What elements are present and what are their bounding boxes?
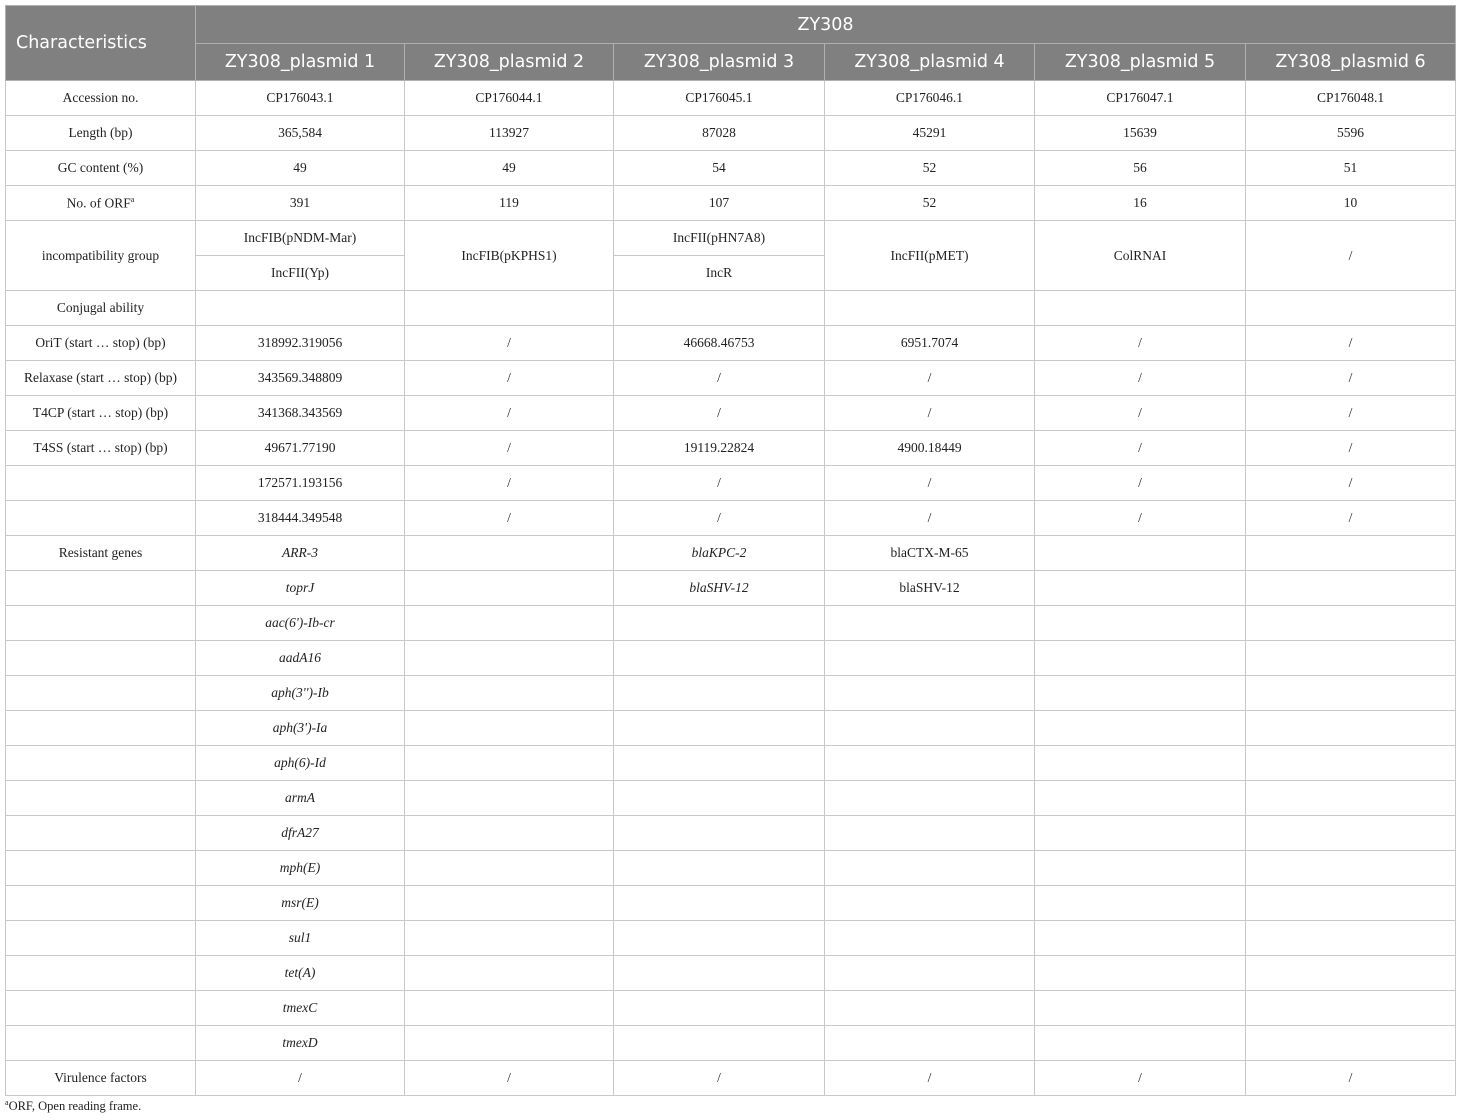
table-row-resistant: [6, 711, 1456, 746]
table-cell: /: [825, 466, 1035, 501]
table-cell: [1035, 711, 1246, 746]
table-row-resistant: [6, 676, 1456, 711]
row-label: [6, 746, 196, 781]
table-cell: [1246, 641, 1456, 676]
table-cell: 49671.77190: [196, 431, 405, 466]
table-cell: 49: [196, 151, 405, 186]
gene-cell: armA: [196, 781, 405, 816]
strain-group-header: ZY308: [196, 6, 1456, 44]
table-cell: [1246, 536, 1456, 571]
table-footnote: [5, 1098, 141, 1114]
table-cell: ColRNAI: [1035, 221, 1246, 291]
table-cell: 391: [196, 186, 405, 221]
table-cell: /: [614, 501, 825, 536]
row-label: [6, 921, 196, 956]
row-label: [6, 886, 196, 921]
table-cell: [1035, 886, 1246, 921]
table-cell: [405, 781, 614, 816]
table-cell: [614, 746, 825, 781]
table-cell: [1246, 816, 1456, 851]
table-cell: [614, 956, 825, 991]
table-cell: /: [1246, 431, 1456, 466]
table-cell: /: [405, 361, 614, 396]
table-cell: /: [1035, 1061, 1246, 1096]
table-cell: [1246, 781, 1456, 816]
table-cell: [1246, 606, 1456, 641]
table-cell: [825, 711, 1035, 746]
table-cell: CP176043.1: [196, 81, 405, 116]
table-cell: /: [614, 1061, 825, 1096]
gene-cell: aph(6)-Id: [196, 746, 405, 781]
table-cell: [1246, 1026, 1456, 1061]
table-cell: /: [405, 1061, 614, 1096]
table-cell: [1246, 676, 1456, 711]
row-label: [6, 606, 196, 641]
gene-cell: blaKPC-2: [614, 536, 825, 571]
table-cell: /: [1246, 326, 1456, 361]
table-row-resistant: [6, 781, 1456, 816]
row-label: Resistant genes: [6, 536, 196, 571]
row-label: [6, 466, 196, 501]
table-cell: [614, 851, 825, 886]
table-cell: IncFIB(pKPHS1): [405, 221, 614, 291]
table-cell: [614, 921, 825, 956]
row-label: [6, 186, 196, 221]
table-cell: IncFII(Yp): [196, 256, 405, 291]
table-row-resistant: [6, 991, 1456, 1026]
table-cell: /: [614, 361, 825, 396]
table-cell: [825, 816, 1035, 851]
table-row-orf: [6, 186, 1456, 221]
table-cell: 46668.46753: [614, 326, 825, 361]
gene-cell: blaCTX-M-65: [825, 536, 1035, 571]
table-cell: /: [614, 396, 825, 431]
table-row-orit: [6, 326, 1456, 361]
table-cell: [1035, 991, 1246, 1026]
table-cell: [1035, 676, 1246, 711]
table-cell: [405, 851, 614, 886]
table-cell: /: [405, 326, 614, 361]
table-row-resistant: [6, 851, 1456, 886]
table-row-t4cp: [6, 396, 1456, 431]
table-cell: [405, 816, 614, 851]
gene-cell: aph(3')-Ia: [196, 711, 405, 746]
table-row-resistant: [6, 886, 1456, 921]
table-cell: [1246, 746, 1456, 781]
gene-cell: msr(E): [196, 886, 405, 921]
table-cell: 318444.349548: [196, 501, 405, 536]
table-cell: 113927: [405, 116, 614, 151]
table-cell: /: [405, 466, 614, 501]
table-cell: [1035, 291, 1246, 326]
row-label: Conjugal ability: [6, 291, 196, 326]
table-cell: [405, 991, 614, 1026]
table-row-resistant: [6, 816, 1456, 851]
table-cell: [614, 676, 825, 711]
table-cell: /: [1246, 501, 1456, 536]
table-cell: [405, 291, 614, 326]
table-cell: /: [1246, 221, 1456, 291]
table-cell: /: [1246, 361, 1456, 396]
table-row-conjugal: [6, 291, 1456, 326]
gene-cell: tet(A): [196, 956, 405, 991]
gene-cell: tmexC: [196, 991, 405, 1026]
row-label: GC content (%): [6, 151, 196, 186]
table-cell: [1035, 536, 1246, 571]
table-cell: 87028: [614, 116, 825, 151]
table-cell: [614, 816, 825, 851]
table-cell: [196, 291, 405, 326]
table-row-t4ss-2: [6, 466, 1456, 501]
table-cell: /: [1035, 396, 1246, 431]
row-label: OriT (start … stop) (bp): [6, 326, 196, 361]
table-cell: /: [405, 501, 614, 536]
plasmid-5-header: ZY308_plasmid 5: [1035, 44, 1246, 81]
row-label: [6, 956, 196, 991]
table-cell: /: [1035, 326, 1246, 361]
table-cell: [405, 746, 614, 781]
table-cell: IncFIB(pNDM-Mar): [196, 221, 405, 256]
row-label: [6, 501, 196, 536]
table-cell: IncFII(pMET): [825, 221, 1035, 291]
table-cell: 56: [1035, 151, 1246, 186]
table-cell: /: [825, 501, 1035, 536]
table-cell: [825, 606, 1035, 641]
table-cell: [405, 571, 614, 606]
row-label: [6, 641, 196, 676]
row-label: [6, 1026, 196, 1061]
table-cell: [825, 956, 1035, 991]
characteristics-header: Characteristics: [6, 6, 196, 81]
table-row-relaxase: [6, 361, 1456, 396]
table-cell: 54: [614, 151, 825, 186]
table-cell: /: [196, 1061, 405, 1096]
gene-cell: toprJ: [196, 571, 405, 606]
table-cell: [1035, 1026, 1246, 1061]
gene-cell: tmexD: [196, 1026, 405, 1061]
table-row-resistant: [6, 921, 1456, 956]
table-row-resistant: [6, 536, 1456, 571]
table-cell: /: [405, 431, 614, 466]
table-cell: [405, 921, 614, 956]
table-cell: [825, 746, 1035, 781]
table-cell: [1035, 746, 1246, 781]
table-cell: [405, 536, 614, 571]
table-cell: [614, 781, 825, 816]
table-cell: 4900.18449: [825, 431, 1035, 466]
table-cell: [825, 781, 1035, 816]
row-label: [6, 571, 196, 606]
table-cell: [405, 886, 614, 921]
table-cell: [405, 956, 614, 991]
plasmid-2-header: ZY308_plasmid 2: [405, 44, 614, 81]
gene-cell: dfrA27: [196, 816, 405, 851]
table-row-resistant: [6, 1026, 1456, 1061]
table-cell: [614, 641, 825, 676]
table-cell: [825, 641, 1035, 676]
table-cell: CP176044.1: [405, 81, 614, 116]
row-label: Virulence factors: [6, 1061, 196, 1096]
row-label: Relaxase (start … stop) (bp): [6, 361, 196, 396]
table-cell: [1246, 921, 1456, 956]
row-label: [6, 816, 196, 851]
table-cell: /: [1246, 466, 1456, 501]
row-label-text: No. of ORF: [66, 195, 131, 211]
table-cell: 49: [405, 151, 614, 186]
table-cell: [1246, 956, 1456, 991]
table-row-length: [6, 116, 1456, 151]
table-cell: 52: [825, 151, 1035, 186]
table-cell: 343569.348809: [196, 361, 405, 396]
table-cell: [1246, 291, 1456, 326]
table-cell: [614, 606, 825, 641]
table-cell: [1035, 851, 1246, 886]
table-cell: [1246, 571, 1456, 606]
gene-cell: aadA16: [196, 641, 405, 676]
row-label: [6, 991, 196, 1026]
plasmid-6-header: ZY308_plasmid 6: [1246, 44, 1456, 81]
table-cell: 119: [405, 186, 614, 221]
table-cell: 6951.7074: [825, 326, 1035, 361]
footnote-marker: a: [130, 194, 135, 204]
table-cell: 15639: [1035, 116, 1246, 151]
table-cell: 341368.343569: [196, 396, 405, 431]
table-row-resistant: [6, 956, 1456, 991]
table-cell: IncR: [614, 256, 825, 291]
gene-cell: blaSHV-12: [614, 571, 825, 606]
table-cell: /: [405, 396, 614, 431]
table-cell: CP176047.1: [1035, 81, 1246, 116]
table-cell: [825, 921, 1035, 956]
table-cell: [825, 291, 1035, 326]
table-cell: [825, 676, 1035, 711]
table-row-resistant: [6, 641, 1456, 676]
row-label: incompatibility group: [6, 221, 196, 291]
table-row-resistant: [6, 746, 1456, 781]
table-cell: [1246, 886, 1456, 921]
table-cell: [614, 1026, 825, 1061]
table-cell: 107: [614, 186, 825, 221]
table-cell: /: [1035, 501, 1246, 536]
table-row-gc-content: [6, 151, 1456, 186]
table-cell: [405, 711, 614, 746]
row-label: [6, 676, 196, 711]
table-cell: [1035, 781, 1246, 816]
table-cell: 318992.319056: [196, 326, 405, 361]
table-cell: 10: [1246, 186, 1456, 221]
gene-cell: mph(E): [196, 851, 405, 886]
table-cell: /: [825, 1061, 1035, 1096]
row-label: [6, 781, 196, 816]
table-cell: /: [1035, 361, 1246, 396]
table-cell: CP176045.1: [614, 81, 825, 116]
gene-cell: aac(6')-Ib-cr: [196, 606, 405, 641]
table-cell: [1246, 711, 1456, 746]
table-cell: 16: [1035, 186, 1246, 221]
table-cell: /: [614, 466, 825, 501]
table-cell: [405, 606, 614, 641]
table-row-virulence: [6, 1061, 1456, 1096]
table-cell: 52: [825, 186, 1035, 221]
gene-cell: aph(3'')-Ib: [196, 676, 405, 711]
table-cell: [1035, 571, 1246, 606]
table-cell: [614, 291, 825, 326]
row-label: [6, 711, 196, 746]
table-cell: /: [825, 396, 1035, 431]
table-cell: [405, 641, 614, 676]
footnote-text: ORF, Open reading frame.: [8, 1099, 142, 1114]
plasmid-3-header: ZY308_plasmid 3: [614, 44, 825, 81]
table-row-resistant: [6, 606, 1456, 641]
table-cell: [825, 886, 1035, 921]
table-cell: 172571.193156: [196, 466, 405, 501]
plasmid-characteristics-table: [5, 5, 1456, 1096]
table-cell: /: [1246, 396, 1456, 431]
table-cell: CP176046.1: [825, 81, 1035, 116]
table-cell: [1035, 606, 1246, 641]
table-cell: [825, 1026, 1035, 1061]
table-cell: [614, 991, 825, 1026]
table-cell: 51: [1246, 151, 1456, 186]
table-cell: [1035, 641, 1246, 676]
table-cell: 365,584: [196, 116, 405, 151]
table-cell: [1035, 921, 1246, 956]
row-label: Length (bp): [6, 116, 196, 151]
row-label: [6, 851, 196, 886]
table-cell: /: [825, 361, 1035, 396]
table-cell: 5596: [1246, 116, 1456, 151]
table-cell: [1035, 816, 1246, 851]
gene-cell: sul1: [196, 921, 405, 956]
table-cell: [614, 711, 825, 746]
table-cell: [825, 851, 1035, 886]
table-row-t4ss: [6, 431, 1456, 466]
row-label: T4CP (start … stop) (bp): [6, 396, 196, 431]
gene-cell: blaSHV-12: [825, 571, 1035, 606]
table-cell: [405, 1026, 614, 1061]
table-cell: [614, 886, 825, 921]
table-cell: /: [1035, 431, 1246, 466]
row-label: Accession no.: [6, 81, 196, 116]
table-row-t4ss-3: [6, 501, 1456, 536]
table-cell: 45291: [825, 116, 1035, 151]
plasmid-4-header: ZY308_plasmid 4: [825, 44, 1035, 81]
plasmid-1-header: ZY308_plasmid 1: [196, 44, 405, 81]
table-row-incompatibility: [6, 221, 1456, 256]
table-cell: /: [1035, 466, 1246, 501]
table-cell: [1246, 991, 1456, 1026]
table-cell: 19119.22824: [614, 431, 825, 466]
table-cell: [1035, 956, 1246, 991]
gene-cell: ARR-3: [196, 536, 405, 571]
table-cell: [825, 991, 1035, 1026]
table-cell: [405, 676, 614, 711]
footnote-marker: a: [5, 1098, 9, 1107]
table-cell: [1246, 851, 1456, 886]
row-label: T4SS (start … stop) (bp): [6, 431, 196, 466]
table-row-accession: [6, 81, 1456, 116]
table-cell: IncFII(pHN7A8): [614, 221, 825, 256]
table-cell: /: [1246, 1061, 1456, 1096]
table-cell: CP176048.1: [1246, 81, 1456, 116]
table-row-resistant: [6, 571, 1456, 606]
